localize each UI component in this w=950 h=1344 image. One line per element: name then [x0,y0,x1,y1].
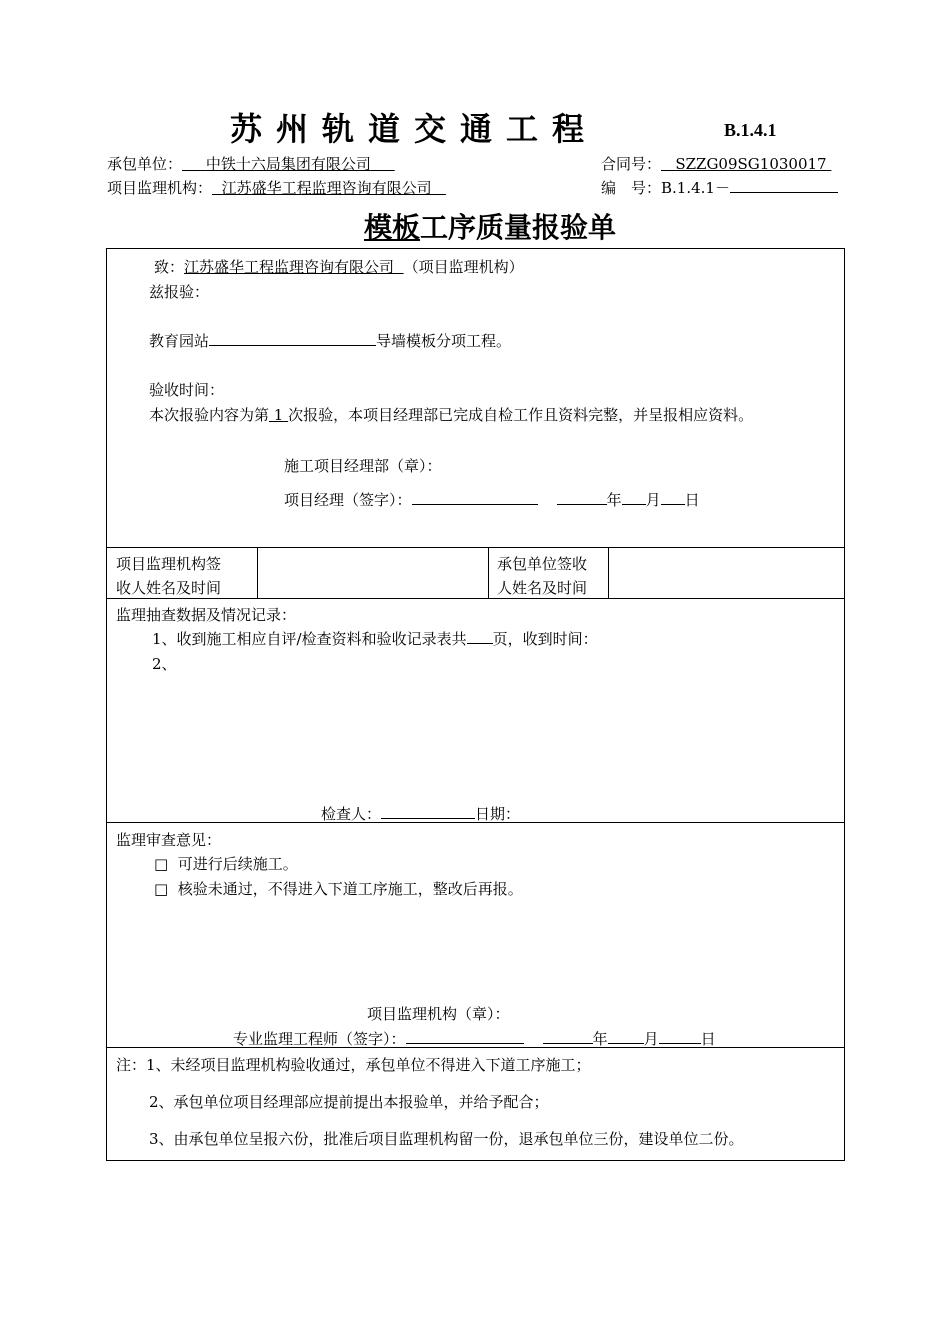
note-3: 3、由承包单位呈报六份，批准后项目监理机构留一份，退承包单位三份，建设单位二份。 [149,1130,744,1148]
supervisor-sign-field[interactable] [258,548,487,597]
year-blank[interactable] [557,490,607,505]
option-proceed[interactable]: □ 可进行后续施工。 [154,855,298,873]
inspector-blank[interactable] [381,804,475,819]
supervisor-org-seal: 项目监理机构（章）： [367,1005,510,1023]
contractor-value: 中铁十六局集团有限公司 [205,155,371,173]
form-title-underlined: 模板 [364,211,421,244]
intro-text: 兹报验： [149,283,210,301]
number-blank[interactable] [730,178,838,193]
year-blank[interactable] [543,1029,593,1044]
checkbox-icon[interactable]: □ [154,855,169,873]
option-reject[interactable]: □ 核验未通过，不得进入下道工序施工，整改后再报。 [154,880,523,898]
note-1: 注：1、未经项目监理机构验收通过，承包单位不得进入下道工序施工； [116,1056,591,1074]
sign-col-2 [488,547,489,598]
number-label: 编 号： [601,179,662,197]
manager-sign-blank[interactable] [412,490,538,505]
number-row [601,177,838,198]
inspection-record-title: 监理抽查数据及情况记录： [116,606,297,624]
report-count[interactable]: 1 [273,406,284,424]
note-2: 2、承包单位项目经理部应提前提出本报验单，并给予配合； [149,1093,549,1111]
inspector-line: 检查人： 日期： [321,805,521,823]
report-line: 本次报验内容为第 1 次报验，本项目经理部已完成自检工作且资料完整，并呈报相应资料。 [149,406,754,424]
month-blank[interactable] [608,1029,644,1044]
addressee-line: 致：江苏盛华工程监理咨询有限公司 （项目监理机构） [154,258,524,276]
supervisor-sign-label-2: 收人姓名及时间 [116,579,222,597]
supervisor-row [107,177,446,198]
accept-time-label: 验收时间： [149,381,225,399]
number-value: B.1.4.1－ [661,179,730,197]
project-title: 苏州轨道交通工程 [230,110,599,148]
contract-no-row [601,153,831,174]
contractor-label: 承包单位： [107,155,183,173]
inspection-item-1: 1、收到施工相应自评/检查资料和验收记录表共 页，收到时间： [152,630,598,648]
manager-sign-line: 项目经理（签字）： 年 月 日 [284,491,700,509]
construction-dept-label: 施工项目经理部（章）： [284,457,442,475]
contractor-row [107,153,395,174]
form-title-rest: 工序质量报验单 [420,211,617,244]
contract-no-label: 合同号： [601,155,662,173]
inspection-item-2: 2、 [152,655,177,673]
station-blank[interactable] [209,331,376,346]
station-name: 教育园站 [149,332,210,350]
form-title [364,206,616,246]
review-opinion-title: 监理审查意见： [116,831,222,849]
work-name: 导墙模板分项工程。 [376,332,512,350]
engineer-sign-line: 专业监理工程师（签字）： 年 月 日 [233,1030,716,1048]
divider-2 [106,598,845,599]
supervisor-value: 江苏盛华工程监理咨询有限公司 [221,179,432,197]
supervisor-sign-label-1: 项目监理机构签 [116,555,222,573]
checkbox-icon[interactable]: □ [154,880,169,898]
day-blank[interactable] [661,490,685,505]
month-blank[interactable] [622,490,646,505]
engineer-sign-blank[interactable] [406,1029,524,1044]
contractor-sign-label-1: 承包单位签收 [497,555,588,573]
day-blank[interactable] [659,1029,701,1044]
page-count-blank[interactable] [467,629,493,644]
contractor-sign-field[interactable] [609,548,844,597]
addressee-value: 江苏盛华工程监理咨询有限公司 [184,258,395,276]
station-line [149,330,511,351]
contractor-sign-label-2: 人姓名及时间 [497,579,588,597]
supervisor-label: 项目监理机构： [107,179,213,197]
contract-no-value: SZZG09SG1030017 [675,155,827,173]
document-code: B.1.4.1 [724,120,777,140]
